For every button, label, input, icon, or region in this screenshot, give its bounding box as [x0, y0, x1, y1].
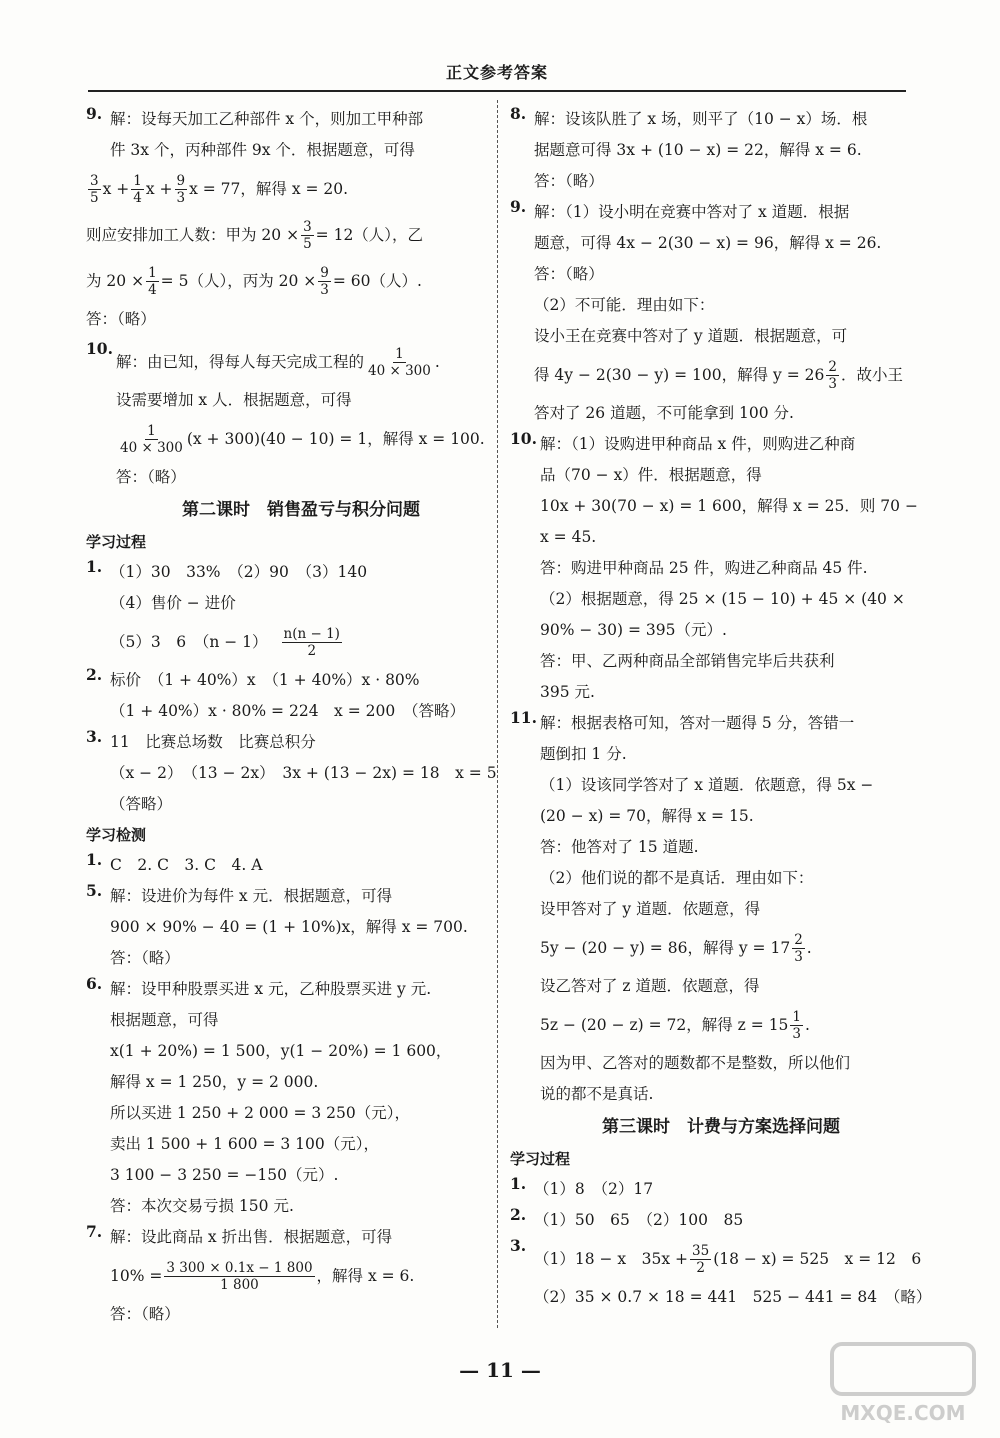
fraction: $\frac{3 300 \times 0.1x - 1 800}{1 800}$	[166, 1259, 313, 1293]
answer-line: 答：购进甲种商品 25 件，购进乙种商品 45 件.	[540, 559, 868, 577]
answer-line: 解：设该队胜了 x 场，则平了（10 − x）场．根	[534, 110, 868, 128]
answer-10	[86, 339, 486, 493]
fraction: $\frac{1}{4}$	[148, 264, 157, 298]
answer-line: 答：本次交易亏损 150 元.	[110, 1197, 294, 1215]
answer-line: 卖出 1 500 + 1 600 = 3 100（元），	[110, 1135, 379, 1153]
answer-line: 10x + 30(70 − x) = 1 600，解得 x = 25．则 70 −	[540, 497, 918, 515]
question-number: 1.	[86, 557, 103, 576]
answer-line: 答：（略）	[116, 468, 186, 486]
answer-line: 解：由已知，得每人每天完成工程的 $\frac{1}{40 \times 300}$ .	[116, 345, 440, 379]
process-2	[86, 665, 486, 727]
answer-line: （2）他们说的都不是真话．理由如下：	[540, 869, 814, 887]
process-1	[86, 557, 486, 665]
header-rule	[88, 90, 906, 92]
answer-line: 设小王在竞赛中答对了 y 道题．根据题意，可	[534, 327, 848, 345]
answer-line: 395 元.	[540, 683, 595, 701]
fraction: $\frac{n(n - 1)}{2}$	[283, 625, 340, 659]
answer-9	[86, 104, 486, 335]
svg-text:MXQE.COM: MXQE.COM	[840, 1401, 966, 1425]
answer-line: （1）50 65 （2）100 85	[534, 1211, 744, 1229]
check-5	[86, 881, 486, 974]
answer-line: 设乙答对了 z 道题．依题意，得	[540, 977, 760, 995]
answer-line: 设需要增加 x 人．根据题意，可得	[116, 391, 352, 409]
answer-line: （1 + 40%）x · 80% = 224 x = 200 （答略）	[110, 702, 465, 720]
check-1	[86, 850, 486, 881]
question-number: 10.	[86, 339, 113, 358]
answer-line: 答：（略）	[110, 949, 180, 967]
page-header: 正文参考答案	[445, 63, 548, 82]
answer-line: 解：设每天加工乙种部件 x 个，则加工甲种部	[110, 110, 424, 128]
question-number: 2.	[86, 665, 103, 684]
answer-line: 解：（1）设购进甲种商品 x 件，则购进乙种商	[540, 435, 856, 453]
answer-10	[510, 429, 918, 708]
left-column	[86, 104, 497, 1330]
answer-line: 所以买进 1 250 + 2 000 = 3 250（元），	[110, 1104, 410, 1122]
process-1	[510, 1174, 902, 1205]
subsection-title: 学习过程	[510, 1150, 571, 1168]
answer-line: 得 4y − 2(30 − y) = 100，解得 y = 26 $\frac{2}{3}$ ．故小王	[534, 358, 903, 392]
question-number: 10.	[510, 429, 537, 448]
answer-line: 解得 x = 1 250，y = 2 000.	[110, 1073, 319, 1091]
answer-line: 则应安排加工人数：甲为 20 × $\frac{3}{5}$ = 12（人），乙	[86, 218, 424, 252]
fraction: $\frac{2}{3}$	[828, 358, 837, 392]
fraction: $\frac{9}{3}$	[320, 264, 329, 298]
question-number: 6.	[86, 974, 103, 993]
question-number: 3.	[510, 1236, 527, 1255]
section-title: 第三课时 计费与方案选择问题	[602, 1117, 840, 1137]
answer-line: 因为甲、乙答对的题数都不是整数，所以他们	[540, 1054, 851, 1072]
question-number: 9.	[86, 104, 103, 123]
answer-line: 900 × 90% − 40 = (1 + 10%)x，解得 x = 700.	[110, 918, 468, 936]
question-number: 2.	[510, 1205, 527, 1224]
answer-line: x = 45.	[540, 528, 597, 546]
fraction: $\frac{1}{4}$	[133, 172, 142, 206]
check-7	[86, 1222, 486, 1330]
question-number: 3.	[86, 727, 103, 746]
answer-line: （2）不可能．理由如下：	[534, 296, 715, 314]
fraction: $\frac{9}{3}$	[176, 172, 186, 206]
answer-line: 11 比赛总场数 比赛总积分	[110, 733, 316, 751]
answer-line: （1）8 （2）17	[534, 1180, 654, 1198]
answer-line: 为 20 × $\frac{1}{4}$ = 5（人），丙为 20 × $\frac{9}{3}$ = 60（人）.	[86, 264, 422, 298]
answer-line: （2）根据题意，得 25 × (15 − 10) + 45 × (40 ×	[540, 590, 905, 608]
answer-line: 说的都不是真话.	[540, 1085, 654, 1103]
answer-line: 90% − 30) = 395（元）.	[540, 621, 727, 639]
equation-line: （1）18 − x 35x + $\frac{35}{2}$ (18 − x) = 525 x = 12 6	[534, 1242, 922, 1276]
answer-line: （x − 2） （13 − 2x） 3x + (13 − 2x) = 18 x = 5	[110, 764, 497, 782]
answer-line: 答：甲、乙两种商品全部销售完毕后共获利	[540, 652, 835, 670]
answer-11	[510, 708, 902, 1110]
answer-line: (20 − x) = 70，解得 x = 15.	[540, 807, 754, 825]
process-3	[510, 1236, 932, 1313]
equation-line: 10% = $\frac{3 300 \times 0.1x - 1 800}{1 800}$ ，解得 x = 6.	[110, 1259, 415, 1293]
section-title: 第二课时 销售盈亏与积分问题	[182, 500, 420, 520]
answer-line: 解：设甲种股票买进 x 元，乙种股票买进 y 元.	[110, 980, 432, 998]
fraction: $\frac{1}{40 \times 300}$	[368, 345, 431, 379]
watermark-logo	[828, 1340, 978, 1430]
answer-line: x(1 + 20%) = 1 500，y(1 − 20%) = 1 600，	[110, 1042, 452, 1060]
answer-line: 5z − (20 − z) = 72，解得 z = 15 $\frac{1}{3}$ .	[540, 1008, 810, 1042]
answer-line: 5y − (20 − y) = 86，解得 y = 17 $\frac{2}{3}$ .	[540, 931, 812, 965]
fraction: $\frac{3}{5}$	[90, 172, 99, 206]
answer-line: （1）设该同学答对了 x 道题．依题意，得 5x −	[540, 776, 874, 794]
answer-line: （1）30 33% （2）90 （3）140	[110, 563, 368, 581]
answer-line: 解：根据表格可知，答对一题得 5 分，答错一	[540, 714, 855, 732]
column-divider	[497, 100, 498, 1328]
answer-line: 解：设此商品 x 折出售．根据题意，可得	[110, 1228, 393, 1246]
question-number: 7.	[86, 1222, 103, 1241]
answer-line: C 2. C 3. C 4. A	[110, 856, 263, 874]
answer-line: 据题意可得 3x + (10 − x) = 22，解得 x = 6.	[534, 141, 862, 159]
answer-line: 件 3x 个，丙种部件 9x 个．根据题意，可得	[110, 141, 415, 159]
answer-line: （答略）	[110, 795, 173, 813]
answer-line: 答：（略）	[86, 310, 156, 328]
answer-line: 答：他答对了 15 道题.	[540, 838, 699, 856]
question-number: 9.	[510, 197, 527, 216]
fraction: $\frac{35}{2}$	[692, 1242, 710, 1276]
answer-line: 解：（1）设小明在竞赛中答对了 x 道题．根据	[534, 203, 850, 221]
answer-line: （2）35 × 0.7 × 18 = 441 525 − 441 = 84 （略）	[534, 1288, 932, 1306]
check-6	[86, 974, 486, 1222]
question-number: 1.	[510, 1174, 527, 1193]
answer-line: （4）售价 − 进价	[110, 594, 236, 612]
question-number: 1.	[86, 850, 103, 869]
answer-line: 答对了 26 道题，不可能拿到 100 分.	[534, 404, 794, 422]
answer-line: 答：（略）	[534, 265, 604, 283]
answer-line: （5）3 6 （n − 1） $\frac{n(n - 1)}{2}$	[110, 625, 340, 659]
answer-9	[510, 197, 902, 429]
question-number: 11.	[510, 708, 537, 727]
right-column	[510, 104, 932, 1313]
fraction: $\frac{3}{5}$	[303, 218, 312, 252]
answer-line: 答：（略）	[110, 1305, 180, 1323]
question-number: 5.	[86, 881, 103, 900]
answer-line: 3 100 − 3 250 = −150（元）.	[110, 1166, 339, 1184]
fraction: $\frac{1}{3}$	[792, 1008, 802, 1042]
answer-8	[510, 104, 902, 197]
answer-line: 题倒扣 1 分.	[540, 745, 627, 763]
answer-line: 根据题意，可得	[110, 1011, 219, 1029]
equation-line: $\frac{1}{40 \times 300}$ (x + 300)(40 − 10) = 1，解得 x = 100.	[120, 422, 485, 456]
question-number: 8.	[510, 104, 527, 123]
answer-line: 品（70 − x）件．根据题意，得	[540, 466, 762, 484]
subsection-title: 学习过程	[86, 533, 147, 551]
answer-line: 设甲答对了 y 道题．依题意，得	[540, 900, 761, 918]
answer-line: 答：（略）	[534, 172, 604, 190]
page-number: — 11 —	[459, 1358, 541, 1382]
answer-line: 题意，可得 4x − 2(30 − x) = 96，解得 x = 26.	[534, 234, 882, 252]
equation-line: $\frac{3}{5}$ x + $\frac{1}{4}$ x + $\frac{9}{3}$ x = 77，解得 x = 20.	[90, 172, 349, 206]
answer-line: 解：设进价为每件 x 元．根据题意，可得	[110, 887, 393, 905]
answer-line: 标价 （1 + 40%）x （1 + 40%）x · 80%	[110, 671, 420, 689]
process-3	[86, 727, 497, 820]
fraction: $\frac{2}{3}$	[794, 931, 803, 965]
subsection-title: 学习检测	[86, 826, 147, 844]
process-2	[510, 1205, 902, 1236]
fraction: $\frac{1}{40 \times 300}$	[120, 422, 183, 456]
